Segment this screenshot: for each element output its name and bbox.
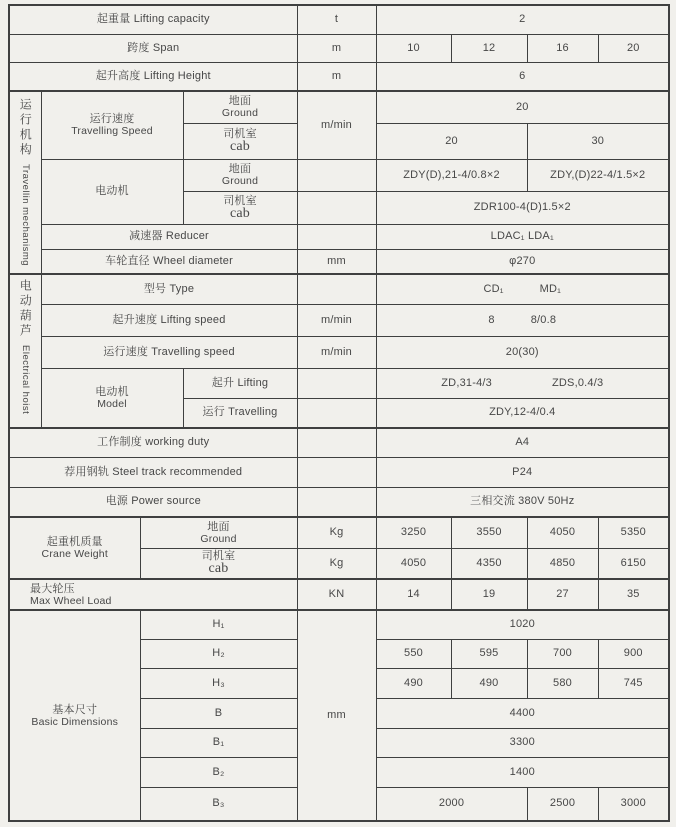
- unit-motor-cab: [297, 191, 376, 224]
- label-hoist-travelling-speed: 运行速度 Travelling speed: [41, 336, 297, 368]
- unit-span: m: [297, 34, 376, 62]
- unit-crane-weight-ground: Kg: [297, 517, 376, 548]
- value-mwl-2: 19: [451, 579, 527, 610]
- unit-hoist-type: [297, 274, 376, 304]
- sublabel-dim-b: B: [140, 698, 297, 728]
- value-dim-h2-2: 595: [451, 639, 527, 668]
- row-hoist-motor-lifting: [9, 368, 669, 398]
- label-travelling-motor: 电动机: [41, 159, 183, 224]
- row-power-source: [9, 487, 669, 517]
- value-motor-ground-2: ZDY,(D)22-4/1.5×2: [527, 159, 669, 191]
- row-max-wheel-load: [9, 579, 669, 610]
- section-travelling-mechanism: [9, 91, 41, 274]
- value-cw-cab-4: 6150: [598, 548, 669, 579]
- row-travel-motor-ground: [9, 159, 669, 191]
- sublabel-speed-ground: 地面 Ground: [183, 91, 297, 123]
- value-dim-b3-2: 2500: [527, 787, 598, 821]
- unit-lifting-capacity: t: [297, 5, 376, 34]
- row-reducer: [9, 224, 669, 249]
- sublabel-motor-cab: 司机室 cab: [183, 191, 297, 224]
- label-working-duty: 工作制度 working duty: [9, 428, 297, 457]
- label-hoist-type: 型号 Type: [41, 274, 297, 304]
- row-steel-track: [9, 457, 669, 487]
- sublabel-dim-h3: H₃: [140, 668, 297, 698]
- value-hoist-travelling-speed: 20(30): [376, 336, 669, 368]
- unit-hoist-travelling-speed: m/min: [297, 336, 376, 368]
- row-dim-h1: [9, 610, 669, 639]
- sublabel-motor-ground: 地面 Ground: [183, 159, 297, 191]
- value-motor-ground-1: ZDY(D),21-4/0.8×2: [376, 159, 527, 191]
- value-cw-cab-2: 4350: [451, 548, 527, 579]
- value-lifting-capacity: 2: [376, 5, 669, 34]
- label-travelling-speed-en: Travelling Speed: [71, 125, 153, 138]
- sublabel-dim-b2: B₂: [140, 757, 297, 787]
- value-hoist-type: CD₁ MD₁: [376, 274, 669, 304]
- label-lifting-height: 起升高度 Lifting Height: [9, 62, 297, 91]
- sublabel-dim-b1: B₁: [140, 728, 297, 757]
- unit-hoist-motor-travelling: [297, 398, 376, 428]
- row-hoist-lifting-speed: [9, 304, 669, 336]
- unit-crane-weight-cab: Kg: [297, 548, 376, 579]
- value-dim-h3-4: 745: [598, 668, 669, 698]
- value-dim-h2-4: 900: [598, 639, 669, 668]
- unit-max-wheel-load: KN: [297, 579, 376, 610]
- row-span: [9, 34, 669, 62]
- sublabel-hoist-motor-lifting: 起升 Lifting: [183, 368, 297, 398]
- sublabel-crane-weight-ground: 地面 Ground: [140, 517, 297, 548]
- label-wheel-diameter: 车轮直径 Wheel diameter: [41, 249, 297, 274]
- value-dim-h2-3: 700: [527, 639, 598, 668]
- unit-steel-track: [297, 457, 376, 487]
- label-hoist-lifting-speed: 起升速度 Lifting speed: [41, 304, 297, 336]
- value-dim-b3-1: 2000: [376, 787, 527, 821]
- value-dim-b2: 1400: [376, 757, 669, 787]
- value-speed-cab-1: 20: [376, 123, 527, 159]
- value-mwl-3: 27: [527, 579, 598, 610]
- unit-reducer: [297, 224, 376, 249]
- value-working-duty: A4: [376, 428, 669, 457]
- value-hoist-lifting-speed: 8 8/0.8: [376, 304, 669, 336]
- label-steel-track: 荐用钢轨 Steel track recommended: [9, 457, 297, 487]
- section-travelling-zh: 运行机构: [18, 98, 33, 158]
- value-dim-b1: 3300: [376, 728, 669, 757]
- sublabel-hoist-motor-travelling: 运行 Travelling: [183, 398, 297, 428]
- label-travelling-speed-zh: 运行速度: [89, 113, 135, 126]
- label-hoist-motor: 电动机 Model: [41, 368, 183, 428]
- label-crane-weight: 起重机质量 Crane Weight: [9, 517, 140, 579]
- value-hoist-motor-travelling: ZDY,12-4/0.4: [376, 398, 669, 428]
- unit-hoist-motor-lifting: [297, 368, 376, 398]
- value-hoist-motor-lifting: ZD,31-4/3 ZDS,0.4/3: [376, 368, 669, 398]
- value-span-12: 12: [451, 34, 527, 62]
- sublabel-crane-weight-cab: 司机室 cab: [140, 548, 297, 579]
- value-cw-cab-3: 4850: [527, 548, 598, 579]
- unit-dimensions: mm: [297, 610, 376, 821]
- value-mwl-1: 14: [376, 579, 451, 610]
- crane-spec-table: [8, 4, 670, 822]
- label-max-wheel-load: 最大轮压 Max Wheel Load: [9, 579, 297, 610]
- value-span-10: 10: [376, 34, 451, 62]
- value-reducer: LDAC₁ LDA₁: [376, 224, 669, 249]
- value-cw-ground-1: 3250: [376, 517, 451, 548]
- row-lifting-height: [9, 62, 669, 91]
- value-cw-ground-4: 5350: [598, 517, 669, 548]
- value-wheel-diameter: φ270: [376, 249, 669, 274]
- value-power-source: 三相交流 380V 50Hz: [376, 487, 669, 517]
- label-power-source: 电源 Power source: [9, 487, 297, 517]
- row-hoist-type: [9, 274, 669, 304]
- row-travel-speed-ground: [9, 91, 669, 123]
- sublabel-dim-h1: H₁: [140, 610, 297, 639]
- label-travelling-speed: [41, 91, 183, 159]
- unit-hoist-lifting-speed: m/min: [297, 304, 376, 336]
- label-lifting-capacity: 起重量 Lifting capacity: [9, 5, 297, 34]
- sublabel-speed-cab: 司机室 cab: [183, 123, 297, 159]
- unit-lifting-height: m: [297, 62, 376, 91]
- unit-motor-ground: [297, 159, 376, 191]
- label-basic-dimensions: 基本尺寸 Basic Dimensions: [9, 610, 140, 821]
- section-electrical-hoist: [9, 274, 41, 428]
- value-lifting-height: 6: [376, 62, 669, 91]
- unit-travelling-speed: m/min: [297, 91, 376, 159]
- value-dim-b3-3: 3000: [598, 787, 669, 821]
- value-cw-cab-1: 4050: [376, 548, 451, 579]
- row-hoist-travelling-speed: [9, 336, 669, 368]
- section-travelling-en: Travellin mechanismg: [19, 164, 31, 267]
- value-dim-b: 4400: [376, 698, 669, 728]
- section-hoist-zh: 电动葫芦: [18, 279, 33, 339]
- unit-working-duty: [297, 428, 376, 457]
- value-dim-h1: 1020: [376, 610, 669, 639]
- section-hoist-en: Electrical hoist: [19, 345, 31, 415]
- value-cw-ground-3: 4050: [527, 517, 598, 548]
- row-crane-weight-ground: [9, 517, 669, 548]
- value-dim-h2-1: 550: [376, 639, 451, 668]
- value-steel-track: P24: [376, 457, 669, 487]
- value-span-20: 20: [598, 34, 669, 62]
- value-dim-h3-3: 580: [527, 668, 598, 698]
- sublabel-dim-h2: H₂: [140, 639, 297, 668]
- row-working-duty: [9, 428, 669, 457]
- label-reducer: 减速器 Reducer: [41, 224, 297, 249]
- row-lifting-capacity: [9, 5, 669, 34]
- value-span-16: 16: [527, 34, 598, 62]
- value-cw-ground-2: 3550: [451, 517, 527, 548]
- value-dim-h3-1: 490: [376, 668, 451, 698]
- value-mwl-4: 35: [598, 579, 669, 610]
- value-dim-h3-2: 490: [451, 668, 527, 698]
- unit-wheel-diameter: mm: [297, 249, 376, 274]
- value-speed-cab-2: 30: [527, 123, 669, 159]
- value-speed-ground: 20: [376, 91, 669, 123]
- value-motor-cab: ZDR100-4(D)1.5×2: [376, 191, 669, 224]
- unit-power-source: [297, 487, 376, 517]
- sublabel-dim-b3: B₃: [140, 787, 297, 821]
- row-wheel-diameter: [9, 249, 669, 274]
- label-span: 跨度 Span: [9, 34, 297, 62]
